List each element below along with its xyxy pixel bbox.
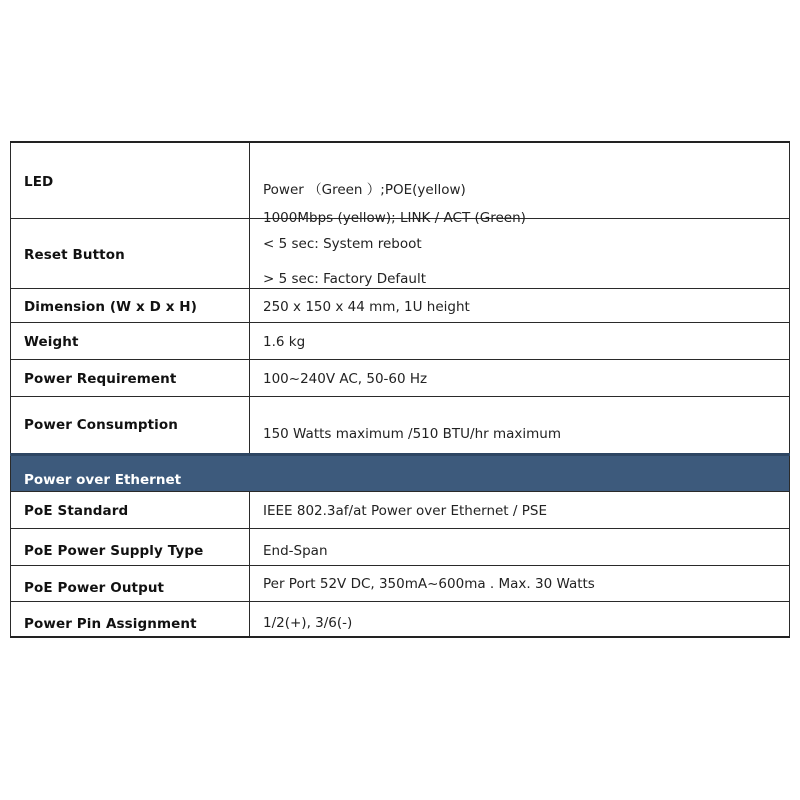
spec-value-line: Power （Green ）;POE(yellow) — [263, 182, 466, 198]
spec-value-text: End-Span — [263, 542, 328, 559]
spec-value — [250, 359, 790, 396]
spec-value-line: 1000Mbps (yellow); LINK / ACT (Green) — [263, 210, 526, 226]
spec-row-power-requirement — [11, 359, 790, 396]
spec-value-line: > 5 sec: Factory Default — [263, 270, 427, 287]
spec-value — [250, 322, 790, 359]
spec-label — [11, 218, 250, 288]
spec-label — [11, 288, 250, 322]
spec-table — [10, 141, 790, 638]
spec-label-text: Power Pin Assignment — [24, 616, 197, 632]
spec-label-text: PoE Standard — [24, 503, 129, 519]
spec-label-text: Power Consumption — [24, 416, 178, 433]
spec-value — [250, 288, 790, 322]
spec-value-text: Per Port 52V DC, 350mA~600ma . Max. 30 Watts — [263, 575, 595, 592]
spec-value — [250, 601, 790, 637]
spec-label-text: Dimension (W x D x H) — [24, 298, 197, 315]
spec-row-poe-supply-type — [11, 528, 790, 565]
spec-row-power-pin-assignment — [11, 601, 790, 637]
spec-value — [250, 565, 790, 601]
spec-row-poe-power-output — [11, 565, 790, 601]
spec-value — [250, 218, 790, 288]
spec-value-text: 100~240V AC, 50-60 Hz — [263, 371, 428, 387]
spec-value-text: 150 Watts maximum /510 BTU/hr maximum — [263, 425, 562, 442]
spec-value-line: < 5 sec: System reboot — [263, 235, 422, 252]
spec-value-text: 250 x 150 x 44 mm, 1U height — [263, 298, 470, 315]
spec-value-text: IEEE 802.3af/at Power over Ethernet / PSE — [263, 503, 547, 519]
spec-label — [11, 565, 250, 601]
spec-label — [11, 528, 250, 565]
spec-row-power-consumption — [11, 396, 790, 454]
spec-value-text: 1/2(+), 3/6(-) — [263, 615, 353, 631]
spec-label — [11, 491, 250, 528]
section-title: Power over Ethernet — [24, 471, 182, 488]
spec-label — [11, 396, 250, 454]
spec-label — [11, 359, 250, 396]
spec-label-text: Power Requirement — [24, 371, 177, 387]
spec-value — [250, 396, 790, 454]
spec-label — [11, 322, 250, 359]
section-header-cell — [11, 454, 790, 491]
spec-label-text: LED — [24, 173, 54, 190]
spec-row-dimension — [11, 288, 790, 322]
spec-label-text: PoE Power Supply Type — [24, 542, 204, 559]
spec-row-reset-button — [11, 218, 790, 288]
spec-value-text: 1.6 kg — [263, 334, 306, 350]
spec-value — [250, 528, 790, 565]
spec-value — [250, 491, 790, 528]
spec-label — [11, 601, 250, 637]
spec-row-poe-standard — [11, 491, 790, 528]
spec-label — [11, 142, 250, 218]
spec-row-led — [11, 142, 790, 218]
section-header-poe — [11, 454, 790, 491]
spec-row-weight — [11, 322, 790, 359]
spec-label-text: Weight — [24, 334, 79, 350]
spec-label-text: Reset Button — [24, 246, 125, 263]
spec-value — [250, 142, 790, 226]
spec-label-text: PoE Power Output — [24, 579, 165, 596]
